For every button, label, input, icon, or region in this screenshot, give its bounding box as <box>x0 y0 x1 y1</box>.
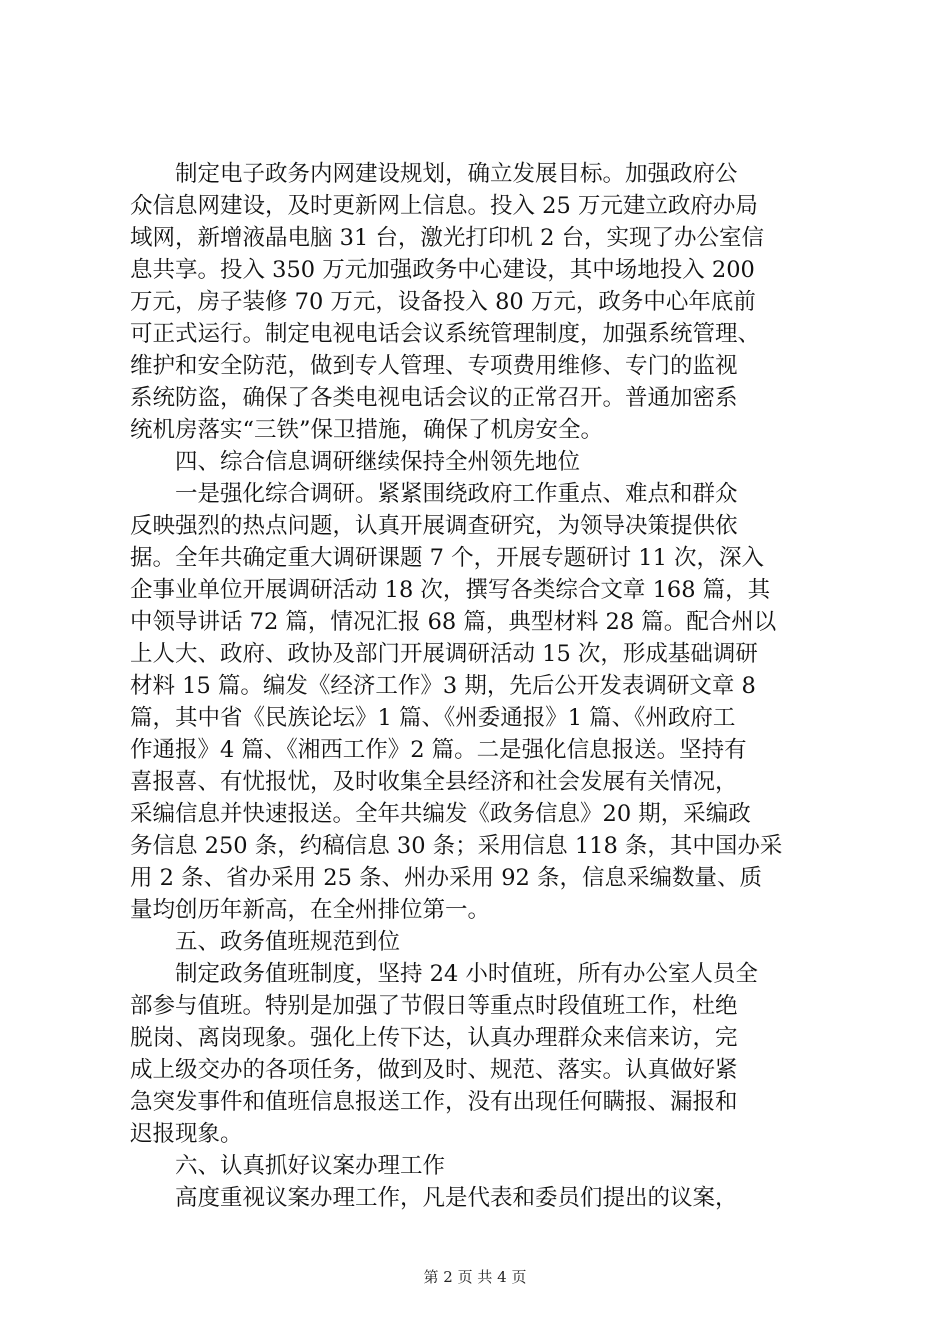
text-line: 一是强化综合调研。紧紧围绕政府工作重点、难点和群众 <box>175 481 738 507</box>
text-line: 制定电子政务内网建设规划，确立发展目标。加强政府公 <box>175 161 738 187</box>
text-line: 采编信息并快速报送。全年共编发《政务信息》20 期，采编政 <box>130 801 751 827</box>
text-line: 中领导讲话 72 篇，情况汇报 68 篇，典型材料 28 篇。配合州以 <box>130 609 777 635</box>
document-body <box>130 158 830 1214</box>
text-line: 部参与值班。特别是加强了节假日等重点时段值班工作，杜绝 <box>130 993 738 1019</box>
text-line: 高度重视议案办理工作，凡是代表和委员们提出的议案， <box>175 1185 738 1211</box>
text-line: 四、综合信息调研继续保持全州领先地位 <box>175 449 581 475</box>
page-footer: 第 2 页 共 4 页 <box>423 1268 527 1286</box>
text-line: 迟报现象。 <box>130 1121 243 1147</box>
text-line: 可正式运行。制定电视电话会议系统管理制度，加强系统管理、 <box>130 321 761 347</box>
text-line: 篇，其中省《民族论坛》1 篇、《州委通报》1 篇、《州政府工 <box>130 705 736 731</box>
text-line: 用 2 条、省办采用 25 条、州办采用 92 条，信息采编数量、质 <box>130 865 762 891</box>
text-line: 据。全年共确定重大调研课题 7 个，开展专题研讨 11 次，深入 <box>130 545 765 571</box>
text-line: 域网，新增液晶电脑 31 台，激光打印机 2 台，实现了办公室信 <box>130 225 765 251</box>
text-line: 喜报喜、有忧报忧，及时收集全县经济和社会发展有关情况， <box>130 769 738 795</box>
text-line: 成上级交办的各项任务，做到及时、规范、落实。认真做好紧 <box>130 1057 738 1083</box>
text-line: 维护和安全防范，做到专人管理、专项费用维修、专门的监视 <box>130 353 738 379</box>
text-line: 上人大、政府、政协及部门开展调研活动 15 次，形成基础调研 <box>130 641 758 667</box>
text-line: 反映强烈的热点问题，认真开展调查研究，为领导决策提供依 <box>130 513 738 539</box>
text-line: 作通报》4 篇、《湘西工作》2 篇。二是强化信息报送。坚持有 <box>130 737 747 763</box>
text-line: 息共享。投入 350 万元加强政务中心建设，其中场地投入 200 <box>130 257 755 283</box>
text-line: 统机房落实“三铁”保卫措施，确保了机房安全。 <box>130 417 604 443</box>
text-line: 务信息 250 条，约稿信息 30 条；采用信息 118 条，其中国办采 <box>130 833 783 859</box>
text-line: 企事业单位开展调研活动 18 次，撰写各类综合文章 168 篇，其 <box>130 577 771 603</box>
text-line: 量均创历年新高，在全州排位第一。 <box>130 897 491 923</box>
text-line: 众信息网建设，及时更新网上信息。投入 25 万元建立政府办局 <box>130 193 758 219</box>
text-line: 六、认真抓好议案办理工作 <box>175 1153 446 1179</box>
text-line: 五、政务值班规范到位 <box>175 929 401 955</box>
text-line: 急突发事件和值班信息报送工作，没有出现任何瞒报、漏报和 <box>130 1089 738 1115</box>
text-line: 系统防盗，确保了各类电视电话会议的正常召开。普通加密系 <box>130 385 738 411</box>
text-line: 脱岗、离岗现象。强化上传下达，认真办理群众来信来访，完 <box>130 1025 738 1051</box>
text-line: 材料 15 篇。编发《经济工作》3 期，先后公开发表调研文章 8 <box>130 673 756 699</box>
text-line: 制定政务值班制度，坚持 24 小时值班，所有办公室人员全 <box>175 961 758 987</box>
text-line: 万元，房子装修 70 万元，设备投入 80 万元，政务中心年底前 <box>130 289 756 315</box>
